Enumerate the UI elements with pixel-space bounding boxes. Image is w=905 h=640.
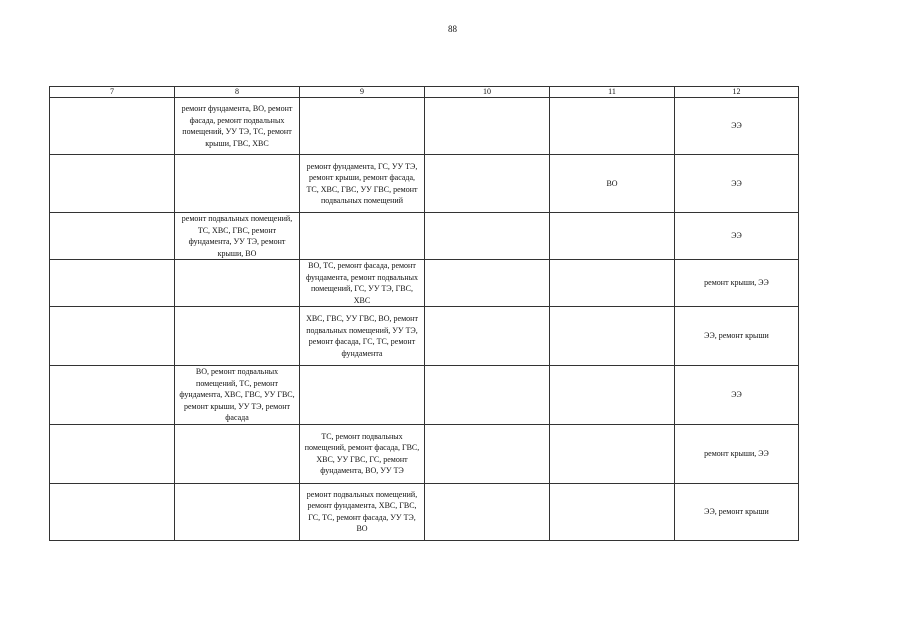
table-cell: ремонт фундамента, ГС, УУ ТЭ, ремонт крыши, ремонт фасада, ТС, ХВС, ГВС, УУ ГВС, ремонт подвальных помещений (300, 155, 425, 213)
table-row (50, 155, 799, 213)
table-cell: ЭЭ (675, 98, 799, 155)
table-cell: ЭЭ (675, 155, 799, 213)
table-cell (300, 213, 425, 260)
table-cell: ТС, ремонт подвальных помещений, ремонт фасада, ГВС, ХВС, УУ ГВС, ГС, ремонт фундамента, ВО, УУ ТЭ (300, 424, 425, 483)
table-cell: ХВС, ГВС, УУ ГВС, ВО, ремонт подвальных помещений, УУ ТЭ, ремонт фасада, ГС, ТС, ремонт фундамента (300, 307, 425, 366)
table-cell: ремонт крыши, ЭЭ (675, 260, 799, 307)
table-cell (550, 213, 675, 260)
table-cell (175, 307, 300, 366)
column-header: 10 (425, 87, 550, 98)
table-cell: ремонт крыши, ЭЭ (675, 424, 799, 483)
table-cell (175, 483, 300, 540)
column-header: 9 (300, 87, 425, 98)
table-cell (50, 483, 175, 540)
table-cell (50, 424, 175, 483)
table-cell (425, 213, 550, 260)
table-cell: ремонт подвальных помещений, ремонт фундамента, ХВС, ГВС, ГС, ТС, ремонт фасада, УУ ТЭ, ВО (300, 483, 425, 540)
table-cell (425, 366, 550, 425)
table-cell (550, 260, 675, 307)
table-cell (175, 155, 300, 213)
column-header: 12 (675, 87, 799, 98)
table-row (50, 260, 799, 307)
table-cell: ЭЭ (675, 213, 799, 260)
table-cell: ВО, ремонт подвальных помещений, ТС, ремонт фундамента, ХВС, ГВС, УУ ГВС, ремонт крыши, УУ ТЭ, ремонт фасада (175, 366, 300, 425)
table-cell (175, 260, 300, 307)
table-cell (50, 260, 175, 307)
table-cell (550, 424, 675, 483)
table-cell (175, 424, 300, 483)
table-cell (50, 98, 175, 155)
table-row (50, 483, 799, 540)
table-cell (50, 366, 175, 425)
table-cell (425, 155, 550, 213)
table-row (50, 307, 799, 366)
table-cell (425, 483, 550, 540)
table-cell (50, 155, 175, 213)
table-cell: ВО (550, 155, 675, 213)
repair-schedule-table (49, 86, 799, 541)
page-number: 88 (448, 24, 457, 34)
table-cell: ЭЭ, ремонт крыши (675, 307, 799, 366)
table-cell: ремонт подвальных помещений, ТС, ХВС, ГВС, ремонт фундамента, УУ ТЭ, ремонт крыши, ВО (175, 213, 300, 260)
column-header: 7 (50, 87, 175, 98)
column-header: 11 (550, 87, 675, 98)
table-row (50, 424, 799, 483)
header-row (50, 87, 799, 98)
table-cell: ремонт фундамента, ВО, ремонт фасада, ремонт подвальных помещений, УУ ТЭ, ТС, ремонт крыши, ГВС, ХВС (175, 98, 300, 155)
table-cell (550, 483, 675, 540)
table-cell (425, 98, 550, 155)
column-header: 8 (175, 87, 300, 98)
table-cell (300, 366, 425, 425)
table-cell: ЭЭ, ремонт крыши (675, 483, 799, 540)
table-cell (550, 98, 675, 155)
table-cell (550, 307, 675, 366)
table-row (50, 98, 799, 155)
table-cell: ВО, ТС, ремонт фасада, ремонт фундамента, ремонт подвальных помещений, ГС, УУ ТЭ, ГВС, ХВС (300, 260, 425, 307)
table-cell (50, 307, 175, 366)
table-cell (300, 98, 425, 155)
table-cell: ЭЭ (675, 366, 799, 425)
table-cell (425, 424, 550, 483)
table-cell (50, 213, 175, 260)
table-cell (425, 307, 550, 366)
table-cell (550, 366, 675, 425)
table-row (50, 366, 799, 425)
table-cell (425, 260, 550, 307)
table-row (50, 213, 799, 260)
